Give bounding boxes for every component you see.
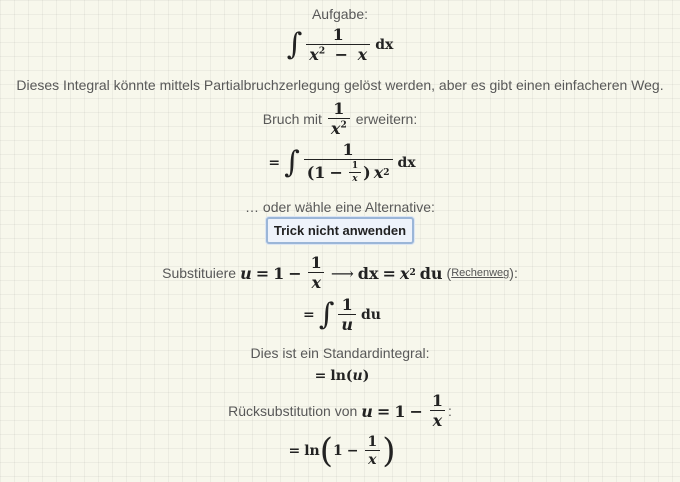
standard-integral-text: Dies ist ein Standardintegral:	[250, 345, 430, 361]
expand-step: Bruch mit $\frac{1}{x^2}$ erweitern:	[262, 99, 418, 139]
ln-u-result: = ln ( u )	[314, 368, 370, 384]
derivation-link[interactable]: Rechenweg	[451, 267, 510, 280]
integral-sign: ∫	[286, 27, 303, 63]
expanded-integral: = ∫ 1 ( 1 − $\frac{1}{x}$ ) x 2 dx	[268, 140, 416, 184]
trick-not-apply-button[interactable]: Trick nicht anwenden	[266, 217, 414, 244]
substitution-step: Substituiere u = 1 − $\frac{1}{x}$ ⟶ dx = x 2 du ( Rechenweg ):	[162, 253, 518, 293]
back-substitution-step: Rücksubstitution von u = 1 − $\frac{1}{x}$ :	[228, 391, 452, 431]
final-result: = ln ( 1 − $\frac{1}{x}$ )	[288, 431, 396, 472]
task-integral: ∫ $\frac{1}{x^2 - x}$ dx	[286, 25, 394, 65]
intro-text: Dieses Integral könnte mittels Partialbruchzerlegung gelöst werden, aber es gibt einen einfacheren Weg.	[16, 77, 664, 93]
differential: dx	[375, 37, 394, 54]
expand-suffix: erweitern:	[355, 111, 418, 128]
substituted-integral: = ∫ $\frac{1}{u}$ du	[303, 295, 381, 335]
expand-prefix: Bruch mit	[262, 111, 322, 128]
back-substitution-prefix: Rücksubstitution von	[228, 403, 358, 420]
alternative-text: … oder wähle eine Alternative:	[245, 199, 435, 215]
substitute-prefix: Substituiere	[162, 265, 237, 282]
task-heading: Aufgabe:	[311, 6, 369, 22]
task-numerator: 1	[332, 25, 344, 44]
